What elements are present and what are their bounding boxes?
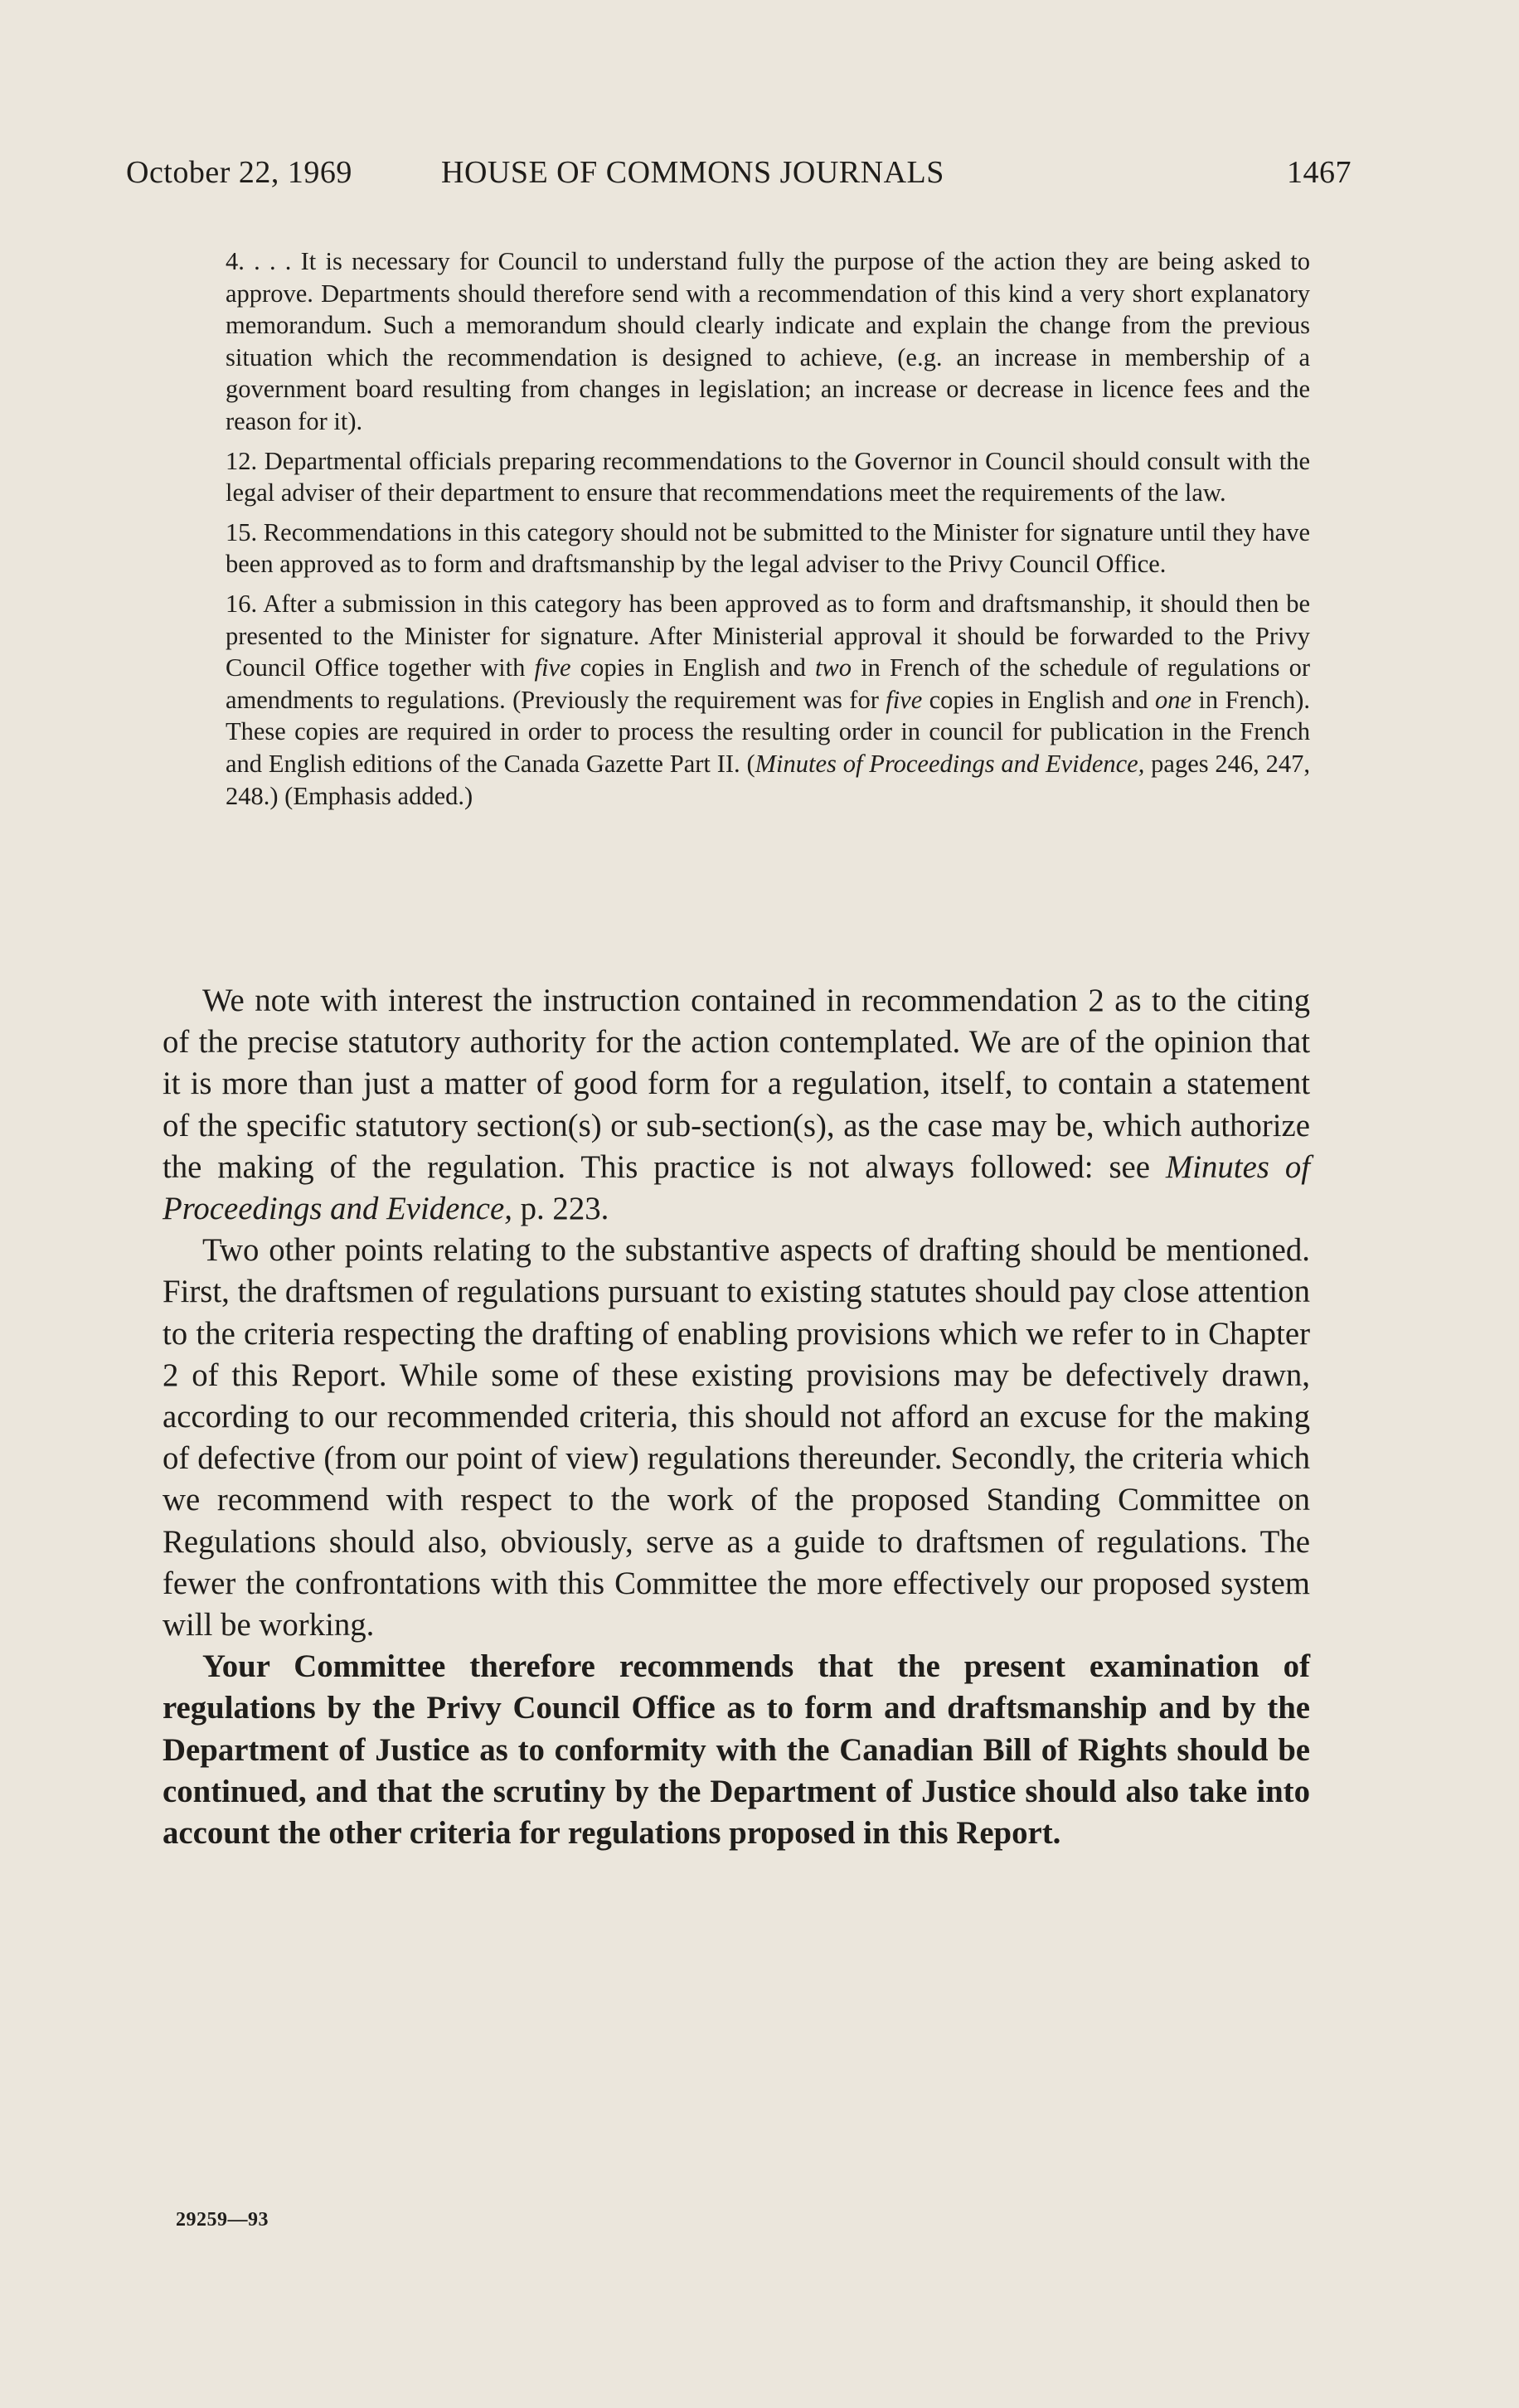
para1-text-1: We note with interest the instruction contained in recommendation 2 as to the citing of the precise statutory authority for the action contemplated. We are of the opinion that it is more than just a matter of good form for a regulation, itself, to contain a statement of the specific statutory section(s) or sub-section(s), as the case may be, which authorize the making of the regulation. This practice is not always followed: see — [163, 983, 1310, 1185]
committee-recommendation: Your Committee therefore recommends that the present examination of regulations by the Privy Council Office as to form and draftsmanship and by the Department of Justice as to conformity with the Canadian Bill of Rights should be continued, and that the scrutiny by the Department of Justice should also take into account the other criteria for regulations proposed in this Report. — [163, 1648, 1310, 1852]
header-journal-title: HOUSE OF COMMONS JOURNALS — [441, 155, 944, 190]
p16-italic-1: five — [534, 653, 571, 682]
quote-paragraph-12: 12. Departmental officials preparing recommendations to the Governor in Council should consult with the legal adviser of their department to ensure that recommendations meet the requirements of the law. — [226, 446, 1310, 507]
body-paragraph-1 — [163, 980, 1310, 1230]
page-number: 1467 — [1287, 155, 1352, 190]
p16-text-3: in French of the schedule of regulations or amendments to regulations. (Previously the requirement was for — [226, 653, 1310, 714]
quote-paragraph-4: 4. . . . It is necessary for Council to understand fully the purpose of the action they are being asked to approve. Departments should therefore send with a recommendation of this kind a very short explanatory memorandum. Such a memorandum should clearly indicate and explain the change from the previous situation which the recommendation is designed to achieve, (e.g. an increase in membership of a government board resulting from changes in legislation; an increase or decrease in licence fees and the reason for it). — [226, 247, 1310, 435]
p16-text-5: in French). These copies are required in order to process the resulting order in council for publication in the French and English editions of the Canada Gazette Part II. ( — [226, 685, 1310, 778]
p16-italic-2: two — [814, 653, 852, 682]
p16-italic-5: Minutes of Proceedings and Evidence, — [755, 749, 1145, 778]
p16-text-4: copies in English and — [922, 685, 1155, 714]
p16-italic-3: five — [886, 685, 923, 714]
quoted-recommendations — [226, 245, 1310, 819]
para1-italic-1: Minutes of Proceedings and Evidence, — [163, 1148, 1310, 1227]
p16-text-6: pages 246, 247, 248.) (Emphasis added.) — [226, 749, 1310, 810]
para1-text-2: p. 223. — [512, 1191, 609, 1227]
p16-italic-4: one — [1155, 685, 1192, 714]
header-date: October 22, 1969 — [126, 155, 352, 190]
body-paragraph-2: Two other points relating to the substantive aspects of drafting should be mentioned. First, the draftsmen of regulations pursuant to existing statutes should pay close attention to the criteria respecting the drafting of enabling provisions which we refer to in Chapter 2 of this Report. While some of these existing provisions may be defectively drawn, according to our recommended criteria, this should not afford an excuse for the making of defective (from our point of view) regulations thereunder. Secondly, the criteria which we recommend with respect to the work of the proposed Standing Committee on Regulations should also, obviously, serve as a guide to draftsmen of regulations. The fewer the confrontations with this Committee the more effectively our proposed system will be working. — [163, 1232, 1310, 1643]
p16-text-1: 16. After a submission in this category has been approved as to form and draftsmanship, it should then be presented to the Minister for signature. After Ministerial approval it should be forwarded to the Privy Council Office together with — [226, 589, 1310, 682]
p16-text-2: copies in English and — [570, 653, 815, 682]
quote-paragraph-16 — [226, 588, 1310, 812]
quote-paragraph-15: 15. Recommendations in this category should not be submitted to the Minister for signature until they have been approved as to form and draftsmanship by the legal adviser to the Privy Council Office. — [226, 517, 1310, 579]
printer-code: 29259—93 — [176, 2209, 269, 2231]
report-body — [163, 980, 1310, 1854]
